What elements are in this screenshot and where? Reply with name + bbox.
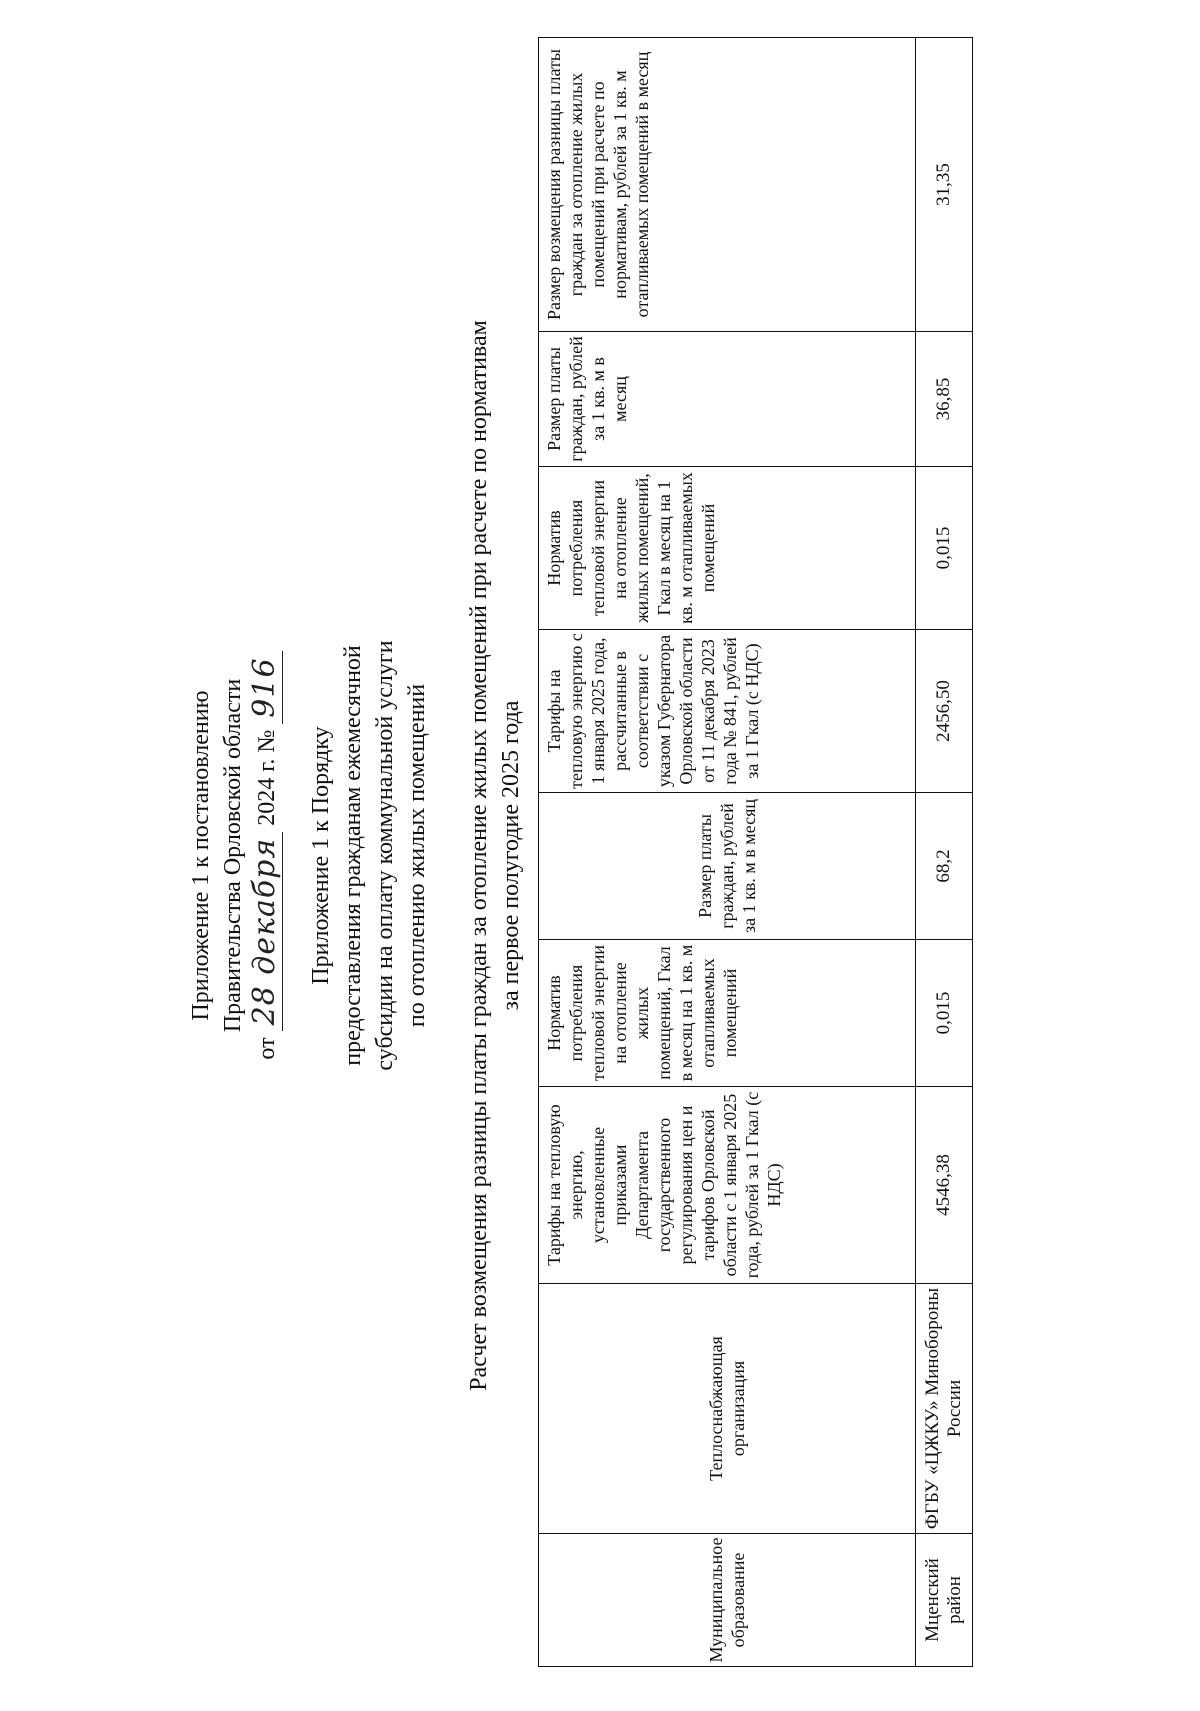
header-municipality: Муниципальное образование xyxy=(539,1534,916,1667)
cell-tariff-dept: 4546,38 xyxy=(916,1087,973,1284)
appendix-1-header xyxy=(185,0,283,1711)
document-title xyxy=(463,0,527,1711)
header-norm-2: Норматив потребления тепловой энергии на отопление жилых помещений, Гкал в месяц на 1 кв. м отапливаемых помещений xyxy=(539,467,916,630)
header-organization: Теплоснабжающая организация xyxy=(539,1284,916,1534)
cell-norm-2: 0,015 xyxy=(916,467,973,630)
appendix-2-line4: по отоплению жилых помещений xyxy=(404,683,430,1028)
cell-payment-2: 36,85 xyxy=(916,332,973,467)
appendix-2-line2: предоставления гражданам ежемесячной xyxy=(340,645,366,1066)
table-header-row xyxy=(539,38,916,1667)
cell-compensation: 31,35 xyxy=(916,38,973,332)
cell-organization: ФГБУ «ЦЖКУ» Минобороны России xyxy=(916,1284,973,1534)
title-line1: Расчет возмещения разницы платы граждан за отопление жилых помещений при расчете по нормативам xyxy=(466,320,492,1391)
handwritten-date: 28 декабря xyxy=(247,832,283,1032)
title-line2: за первое полугодие 2025 года xyxy=(498,700,524,1011)
header-payment-1: Размер платы граждан, рублей за 1 кв. м в месяц xyxy=(539,793,916,940)
header-compensation: Размер возмещения разницы платы граждан за отопление жилых помещений при расчете по нормативам, рублей за 1 кв. м отапливаемых помещений в месяц xyxy=(539,38,916,332)
handwritten-number: 916 xyxy=(247,651,283,723)
appendix-1-line1: Приложение 1 к постановлению xyxy=(188,690,214,1021)
header-payment-2: Размер платы граждан, рублей за 1 кв. м в месяц xyxy=(539,332,916,467)
header-tariff-governor: Тарифы на тепловую энергию с 1 января 2025 года, рассчитанные в соответствии с указом Губернатора Орловской области от 11 декабря 2023 года № 841, рублей за 1 Гкал (с НДС) xyxy=(539,630,916,793)
cell-norm-1: 0,015 xyxy=(916,940,973,1087)
header-norm-1: Норматив потребления тепловой энергии на отопление жилых помещений, Гкал в месяц на 1 кв. м отапливаемых помещений xyxy=(539,940,916,1087)
appendix-1-line2: Правительства Орловской области xyxy=(220,678,246,1033)
cell-tariff-governor: 2456,50 xyxy=(916,630,973,793)
cell-payment-1: 68,2 xyxy=(916,793,973,940)
appendix-2-header xyxy=(305,0,433,1711)
appendix-2-line3: субсидии на оплату коммунальной услуги xyxy=(372,640,398,1071)
appendix-2-line1: Приложение 1 к Порядку xyxy=(308,726,334,985)
date-prefix: от xyxy=(254,1037,280,1060)
date-year: 2024 г. № xyxy=(254,729,280,826)
header-tariff-dept: Тарифы на тепловую энергию, установленные приказами Департамента государственного регулирования цен и тарифов Орловской области с 1 января 2025 года, рублей за 1 Гкал (с НДС) xyxy=(539,1087,916,1284)
table-row xyxy=(916,38,973,1667)
appendix-1-date-line xyxy=(249,0,283,1711)
cell-municipality: Мценский район xyxy=(916,1534,973,1667)
compensation-table xyxy=(538,37,973,1667)
